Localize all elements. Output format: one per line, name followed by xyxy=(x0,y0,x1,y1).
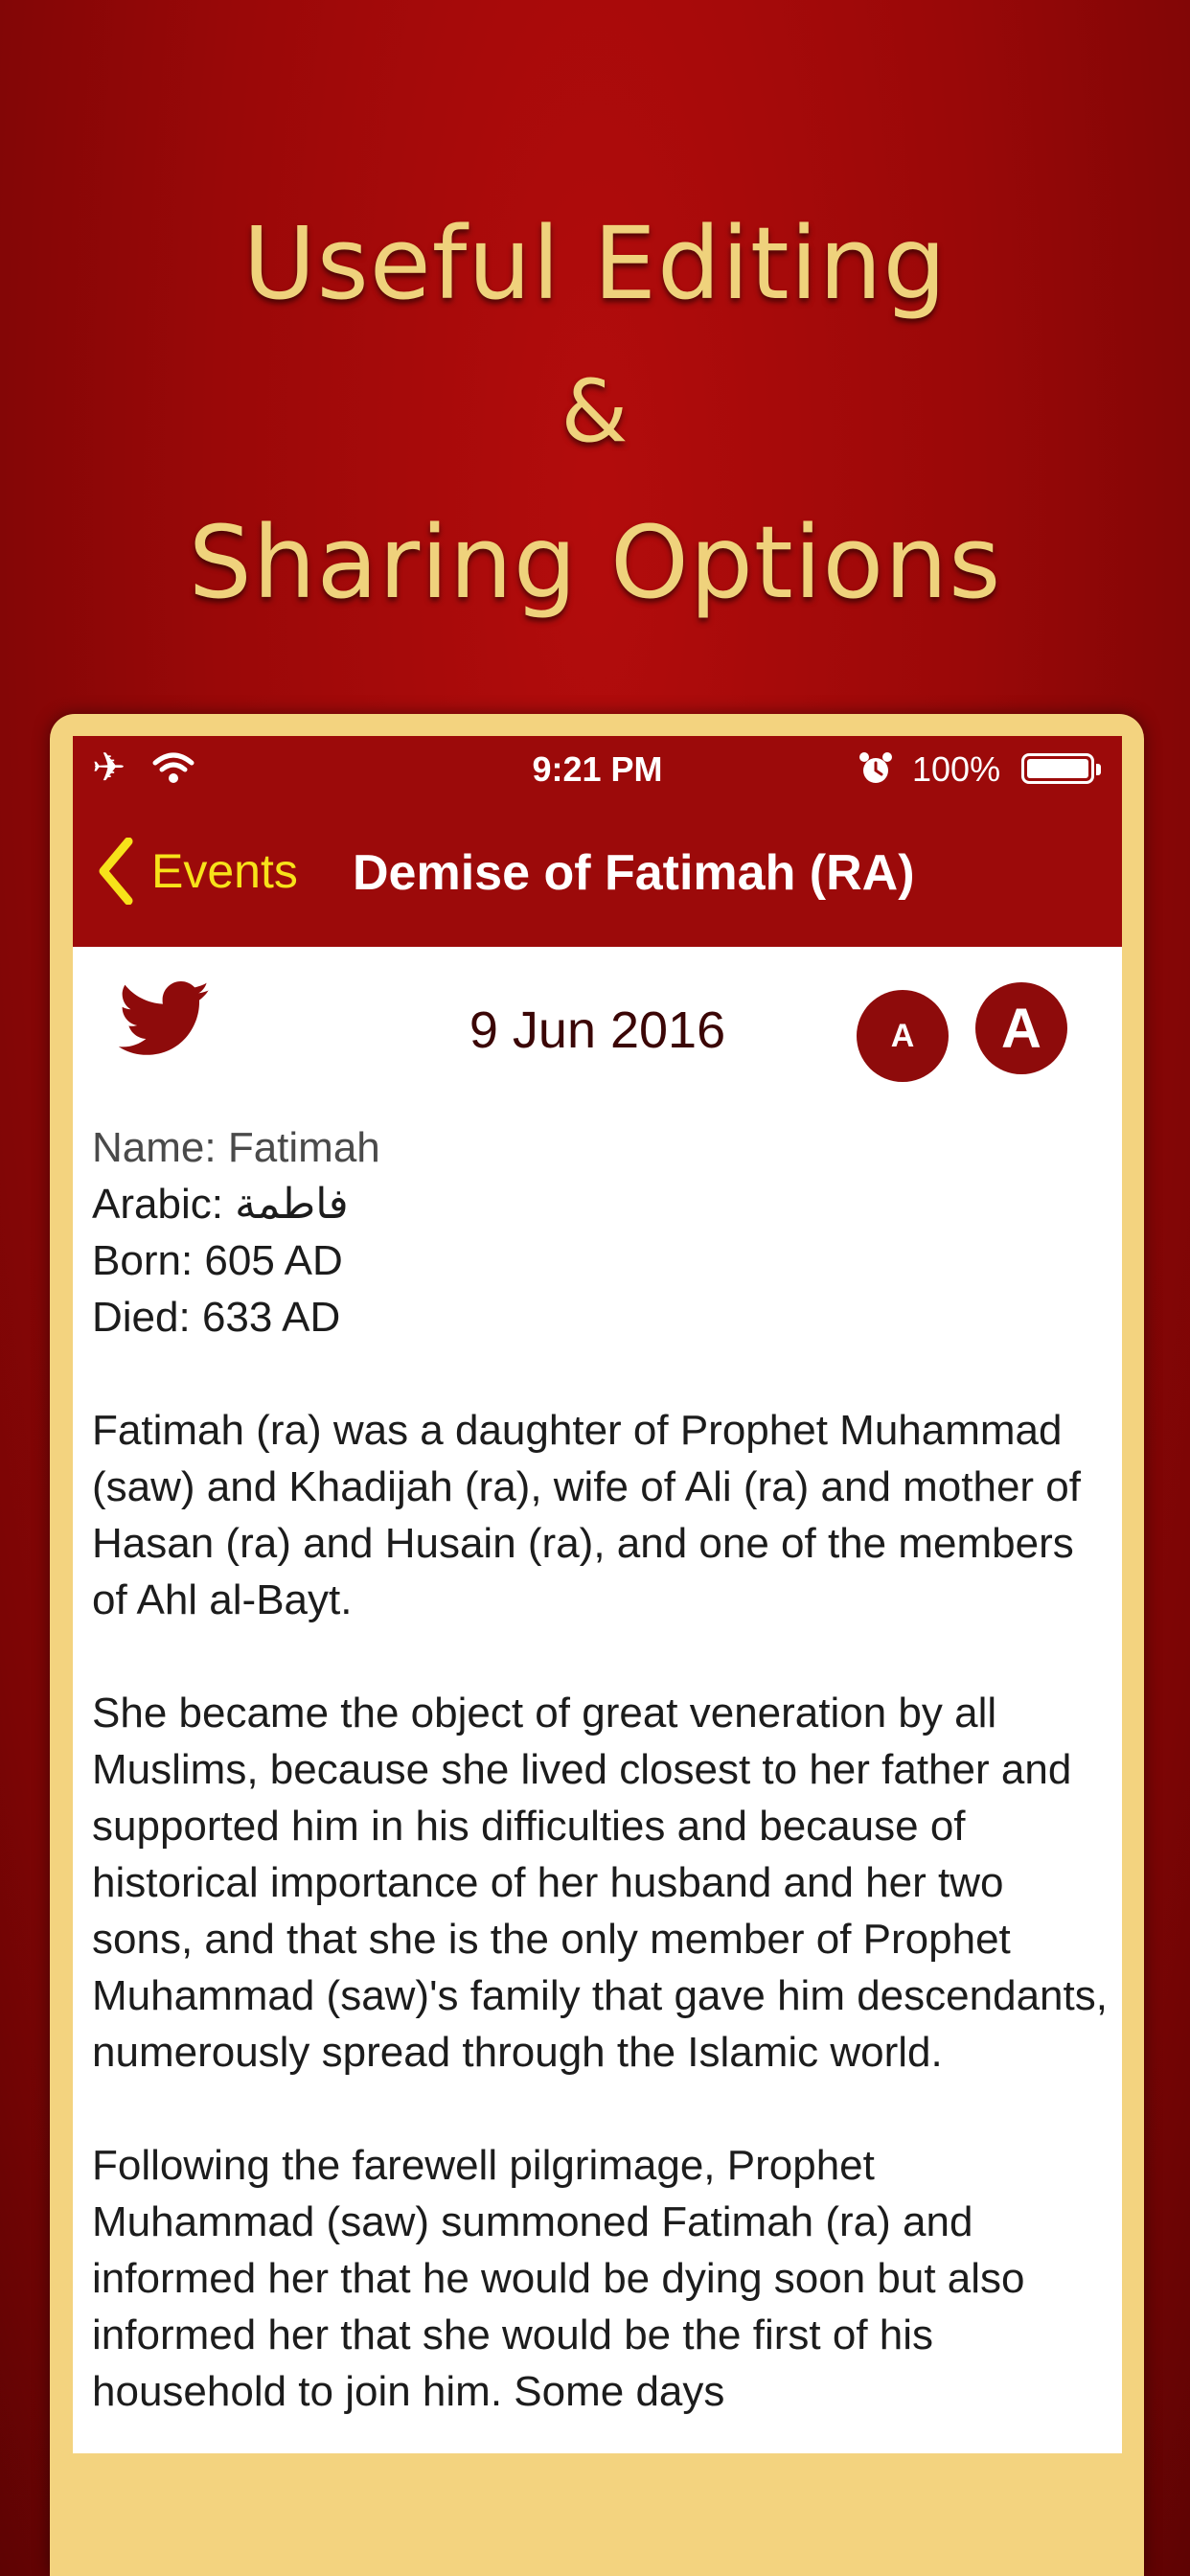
article-body xyxy=(92,1119,1108,2420)
article-paragraph: Fatimah (ra) was a daughter of Prophet Muhammad (saw) and Khadijah (ra), wife of Ali (ra) and mother of Hasan (ra) and Husain (ra), and one of the members of Ahl al-Bayt. xyxy=(92,1407,1082,1623)
info-born: Born: 605 AD xyxy=(92,1237,343,1284)
info-died: Died: 633 AD xyxy=(92,1294,341,1341)
info-arabic: Arabic: فاطمة xyxy=(92,1181,349,1228)
status-time: 9:21 PM xyxy=(532,749,663,789)
event-date: 9 Jun 2016 xyxy=(469,1001,726,1059)
navigation-bar xyxy=(73,803,1122,947)
status-bar xyxy=(73,736,1122,803)
event-toolbar xyxy=(73,947,1122,1100)
increase-font-button[interactable]: A xyxy=(975,982,1067,1074)
headline-line-2: & xyxy=(561,361,629,462)
page-title: Demise of Fatimah (RA) xyxy=(353,845,915,901)
airplane-icon: ✈ xyxy=(92,745,126,790)
alarm-icon xyxy=(857,749,895,793)
back-button-label: Events xyxy=(151,844,298,898)
battery-cap xyxy=(1096,764,1101,775)
battery-percent: 100% xyxy=(912,749,1001,789)
decrease-font-button[interactable]: A xyxy=(857,990,949,1082)
back-button[interactable] xyxy=(96,838,298,905)
article-paragraph: She became the object of great veneration by all Muslims, because she lived closest to her father and supported him in his difficulties and because of historical importance of her husband and her two sons, and that she is the only member of Prophet Muhammad (saw)'s family that gave him descendants, numerously spread through the Islamic world. xyxy=(92,1690,1108,2076)
battery-icon xyxy=(1021,753,1094,784)
info-name: Name: Fatimah xyxy=(92,1124,380,1171)
headline-line-1: Useful Editing xyxy=(242,205,948,322)
headline-line-3: Sharing Options xyxy=(188,504,1002,621)
phone-screen xyxy=(73,736,1122,2453)
chevron-left-icon xyxy=(96,838,134,905)
article-paragraph: Following the farewell pilgrimage, Prophet Muhammad (saw) summoned Fatimah (ra) and informed her that he would be dying soon but also informed her that she would be the first of his household to join him. Some days xyxy=(92,2142,1025,2415)
